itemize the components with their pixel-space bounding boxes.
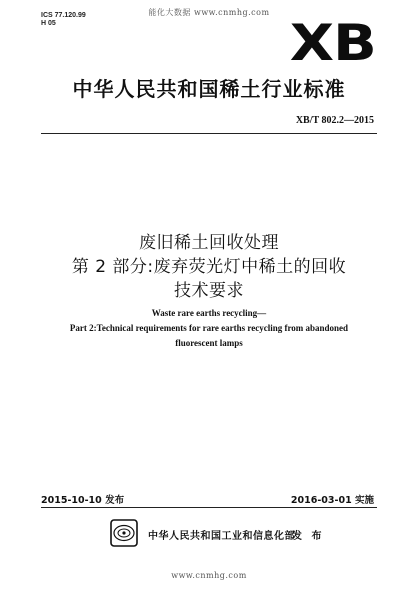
en-title-line2: Part 2:Technical requirements for rare earths recycling from abandoned <box>69 323 349 333</box>
class-code: H 05 <box>41 20 56 27</box>
zh-title-line2: 第 2 部分:废弃荧光灯中稀土的回收 <box>71 257 347 277</box>
issuer-name: 中华人民共和国工业和信息化部 <box>148 531 295 542</box>
issue-date: 2015-10-10 发布 <box>41 495 125 506</box>
ministry-emblem-icon <box>110 519 138 547</box>
en-title-line3: fluorescent lamps <box>175 338 243 348</box>
ics-code: ICS 77.120.99 <box>41 12 86 19</box>
standard-title: 中华人民共和国稀土行业标准 <box>72 77 346 101</box>
zh-title-line3: 技术要求 <box>174 281 244 301</box>
watermark-top: 能化大数据 www.cnmhg.com <box>148 8 270 17</box>
effective-date: 2016-03-01 实施 <box>290 495 374 506</box>
header-divider <box>41 133 377 134</box>
xb-logo: XB <box>290 14 376 72</box>
en-title-line1: Waste rare earths recycling— <box>151 308 267 318</box>
zh-title-line1: 废旧稀土回收处理 <box>139 233 279 253</box>
watermark-bottom: www.cnmhg.com <box>171 571 247 580</box>
footer-divider <box>41 507 377 508</box>
standard-code: XB/T 802.2—2015 <box>295 115 374 126</box>
publish-label: 发 布 <box>292 531 325 542</box>
